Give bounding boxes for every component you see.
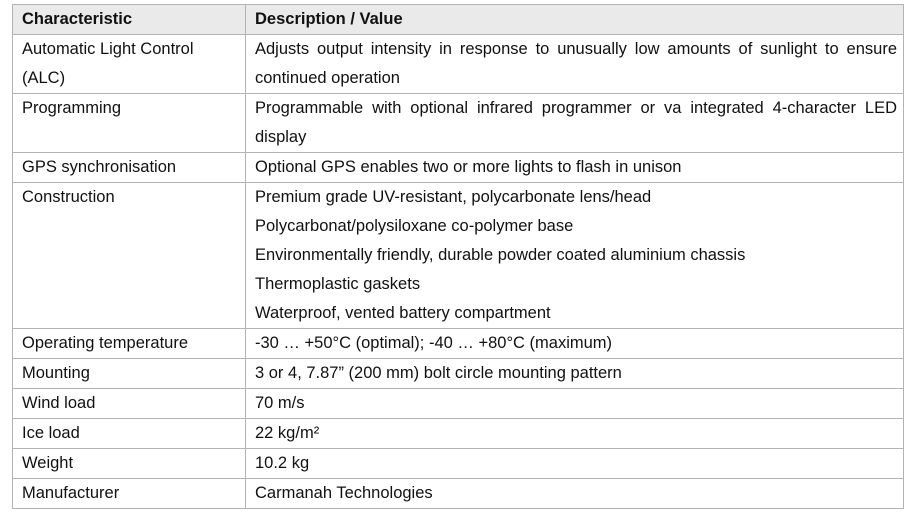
table-row [13,389,904,419]
table-row [13,419,904,449]
value-cell [246,389,904,419]
characteristic-cell: GPS synchronisation [13,153,246,183]
value-line: Premium grade UV-resistant, polycarbonate lens/head [255,188,652,206]
characteristic-cell: Wind load [13,389,246,419]
table-row [13,449,904,479]
table-row [13,35,904,94]
table-row [13,479,904,509]
table-row [13,183,904,329]
header-description-value: Description / Value [246,5,904,35]
value-line: Polycarbonat/polysiloxane co-polymer base [255,217,574,235]
table-body [13,35,904,509]
value-cell [246,94,904,153]
value-line: Environmentally friendly, durable powder coated aluminium chassis [255,246,746,264]
value-cell [246,419,904,449]
characteristic-cell: Weight [13,449,246,479]
value-line: Waterproof, vented battery compartment [255,304,551,322]
value-cell [246,183,904,329]
table-row [13,359,904,389]
value-line: 3 or 4, 7.87” (200 mm) bolt circle mounting pattern [255,364,622,382]
value-cell [246,479,904,509]
value-line: Thermoplastic gaskets [255,275,421,293]
value-line: 22 kg/m² [255,424,320,442]
value-line: 10.2 kg [255,454,310,472]
value-cell [246,329,904,359]
characteristic-cell: Operating temperature [13,329,246,359]
characteristic-cell: Ice load [13,419,246,449]
characteristic-cell: Construction [13,183,246,329]
characteristic-cell: Automatic Light Control (ALC) [13,35,246,94]
value-line: -30 … +50°C (optimal); -40 … +80°C (maximum) [255,334,613,352]
value-line: Optional GPS enables two or more lights to flash in unison [255,158,682,176]
characteristic-cell: Programming [13,94,246,153]
value-cell [246,35,904,94]
spec-table [12,4,904,509]
characteristic-cell: Manufacturer [13,479,246,509]
value-cell [246,153,904,183]
characteristic-cell: Mounting [13,359,246,389]
table-row [13,329,904,359]
value-line: 70 m/s [255,394,305,412]
table-row [13,153,904,183]
header-characteristic: Characteristic [13,5,246,35]
value-line: Programmable with optional infrared programmer or va integrated 4-character LED display [255,99,897,146]
value-cell [246,449,904,479]
value-cell [246,359,904,389]
value-line: Adjusts output intensity in response to unusually low amounts of sunlight to ensure continued operation [255,40,897,87]
header-row [13,5,904,35]
value-line: Carmanah Technologies [255,484,433,502]
table-row [13,94,904,153]
